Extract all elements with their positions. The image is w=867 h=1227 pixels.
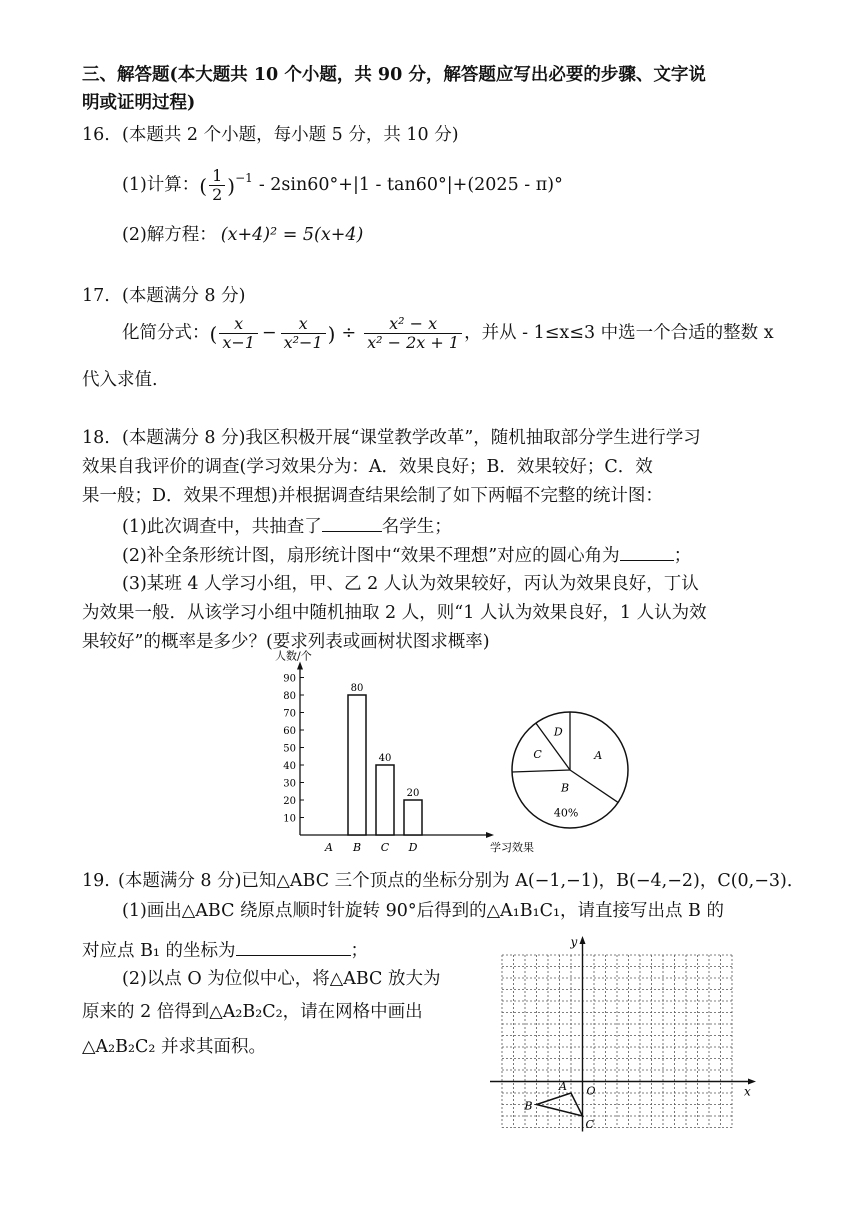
q18-part1-end: 名学生；	[381, 517, 452, 537]
y-tick-label: 10	[283, 813, 296, 825]
y-tick-label: 80	[283, 691, 296, 702]
section-heading-line1: 三、解答题(本大题共 10 个小题，共 90 分，解答题应写出必要的步骤、文字说	[82, 65, 706, 85]
answer-blank[interactable]	[322, 517, 382, 532]
fraction-denominator: 2	[209, 185, 225, 203]
q19-part1-text: 对应点 B₁ 的坐标为	[82, 941, 236, 961]
pie-percent-b: 40%	[553, 806, 579, 820]
q16-number: 16.	[82, 125, 110, 145]
y-axis-label: y	[570, 935, 578, 949]
fraction-numerator: x	[298, 314, 308, 333]
q18-part1-text: (1)此次调查中，共抽查了	[122, 517, 322, 537]
bar-value-label: 40	[378, 753, 392, 764]
pie-label-b: B	[560, 781, 570, 795]
fraction-numerator: x	[234, 314, 244, 333]
fraction-denominator: x²−1	[281, 333, 326, 351]
y-tick-label: 40	[283, 761, 296, 772]
bar	[348, 695, 366, 835]
q19-line1: (本题满分 8 分)已知△ABC 三个顶点的坐标分别为 A(−1,−1)，B(−4,−2)，C(0,−3)．	[118, 871, 805, 891]
bar-value-label: 80	[350, 683, 364, 694]
q16-header: (本题共 2 个小题，每小题 5 分，共 10 分)	[122, 125, 459, 145]
y-axis-arrow	[297, 662, 303, 670]
q19-part1-line2	[82, 941, 368, 961]
y-axis-label: 人数/个	[275, 649, 312, 663]
bar-value-label: 20	[406, 788, 420, 799]
q18-line3: 果一般；D．效果不理想)并根据调查结果绘制了如下两幅不完整的统计图：	[82, 486, 663, 506]
q16-part1: (1)计算： ( $\frac{1}{2}$ ) $^{-1}$ - 2sin60°+|1 - tan60°|+(2025 - π)°	[122, 166, 563, 204]
x-axis-arrow	[486, 832, 494, 838]
q17-header: (本题满分 8 分)	[122, 286, 246, 306]
fraction-numerator: x² − x	[389, 314, 438, 333]
x-tick-label: A	[325, 841, 333, 854]
y-tick-label: 30	[283, 778, 296, 790]
q18-part1	[122, 517, 452, 537]
q18-part2-text: (2)补全条形统计图，扇形统计图中“效果不理想”对应的圆心角为	[122, 546, 620, 566]
q16-part2	[122, 227, 363, 245]
y-tick-label: 70	[283, 708, 296, 720]
q17-fraction-2	[281, 316, 326, 351]
q16-part1-fraction	[209, 168, 225, 203]
q17-prefix: 化简分式：	[122, 322, 210, 343]
q17-line2: 代入求值.	[82, 370, 158, 390]
pie-label-a: A	[594, 748, 603, 762]
q19-number: 19.	[82, 871, 110, 891]
y-tick-label: 50	[283, 743, 296, 755]
x-tick-label: B	[352, 841, 362, 854]
q19-part2-line1: (2)以点 O 为位似中心，将△ABC 放大为	[122, 969, 441, 989]
q19-part1-end: ；	[350, 941, 369, 961]
q19-part1-line1: (1)画出△ABC 绕原点顺时针旋转 90°后得到的△A₁B₁C₁，请直接写出点 B 的	[122, 901, 724, 921]
q18-part2	[122, 546, 691, 566]
section-heading-line2: 明或证明过程)	[82, 93, 196, 113]
q17-suffix: ，并从 - 1≤x≤3 中选一个合适的整数 x	[464, 322, 774, 343]
q18-part2-end: ；	[673, 546, 692, 566]
pie-label-d: D	[553, 725, 563, 739]
q18-line2: 效果自我评价的调查(学习效果分为：A．效果良好；B．效果较好；C．效	[82, 457, 653, 477]
point-a-label: A	[559, 1080, 567, 1093]
q18-part3-line3: 果较好”的概率是多少？(要求列表或画树状图求概率)	[82, 632, 490, 652]
x-axis-label: 学习效果	[490, 841, 534, 854]
pie-label-c: C	[533, 748, 542, 762]
q18-number: 18.	[82, 428, 110, 448]
q18-part3-line1: (3)某班 4 人学习小组，甲、乙 2 人认为效果较好，丙认为效果良好，丁认	[122, 574, 699, 594]
y-axis-arrow	[580, 936, 586, 944]
pie-chart	[500, 700, 640, 840]
y-tick-label: 20	[283, 796, 296, 807]
bar-chart	[250, 649, 534, 855]
q16-part2-label: (2)解方程：	[122, 225, 217, 245]
q17-number: 17.	[82, 286, 110, 306]
q17-fraction-1	[219, 316, 258, 351]
q17-fraction-3	[364, 316, 462, 351]
q17-expression: 化简分式： ( $\frac{x}{x-1}$ − $\frac{x}{\text{x²−1}}$ ) ÷ $\frac{\text{x² − x}}{\text{x² − 2x + 1}}$ ，并从 - 1≤x≤3 中选一个合适的整数 x	[122, 314, 774, 352]
point-b-label: B	[524, 1099, 533, 1113]
y-tick-label: 90	[283, 673, 296, 685]
q19-part2-line3: △A₂B₂C₂ 并求其面积。	[82, 1037, 266, 1057]
x-tick-label: C	[380, 841, 390, 854]
answer-blank[interactable]	[236, 941, 351, 956]
q18-line1: (本题满分 8 分)我区积极开展“课堂教学改革”，随机抽取部分学生进行学习	[122, 428, 701, 448]
fraction-denominator: x² − 2x + 1	[364, 333, 462, 351]
q19-part2-line2: 原来的 2 倍得到△A₂B₂C₂，请在网格中画出	[82, 1002, 423, 1022]
origin-label: O	[586, 1084, 596, 1098]
q16-part1-expression: - 2sin60°+|1 - tan60°|+(2025 - π)°	[258, 174, 563, 195]
fraction-numerator: 1	[212, 166, 223, 185]
bar	[376, 765, 394, 835]
x-axis-label: x	[744, 1084, 751, 1099]
y-tick-label: 60	[283, 726, 296, 737]
q16-part1-exponent: −1	[235, 170, 253, 185]
x-tick-label: D	[408, 841, 418, 854]
q16-part2-equation: (x+4)² = 5(x+4)	[220, 225, 364, 245]
q18-part3-line2: 为效果一般．从该学习小组中随机抽取 2 人，则“1 人认为效果良好，1 人认为效	[82, 603, 707, 623]
fraction-denominator: x−1	[219, 333, 258, 351]
point-c-label: C	[585, 1118, 594, 1131]
bar	[404, 800, 422, 835]
q16-part1-label: (1)计算：	[122, 174, 200, 195]
answer-blank[interactable]	[620, 546, 674, 561]
coordinate-grid	[490, 930, 760, 1140]
